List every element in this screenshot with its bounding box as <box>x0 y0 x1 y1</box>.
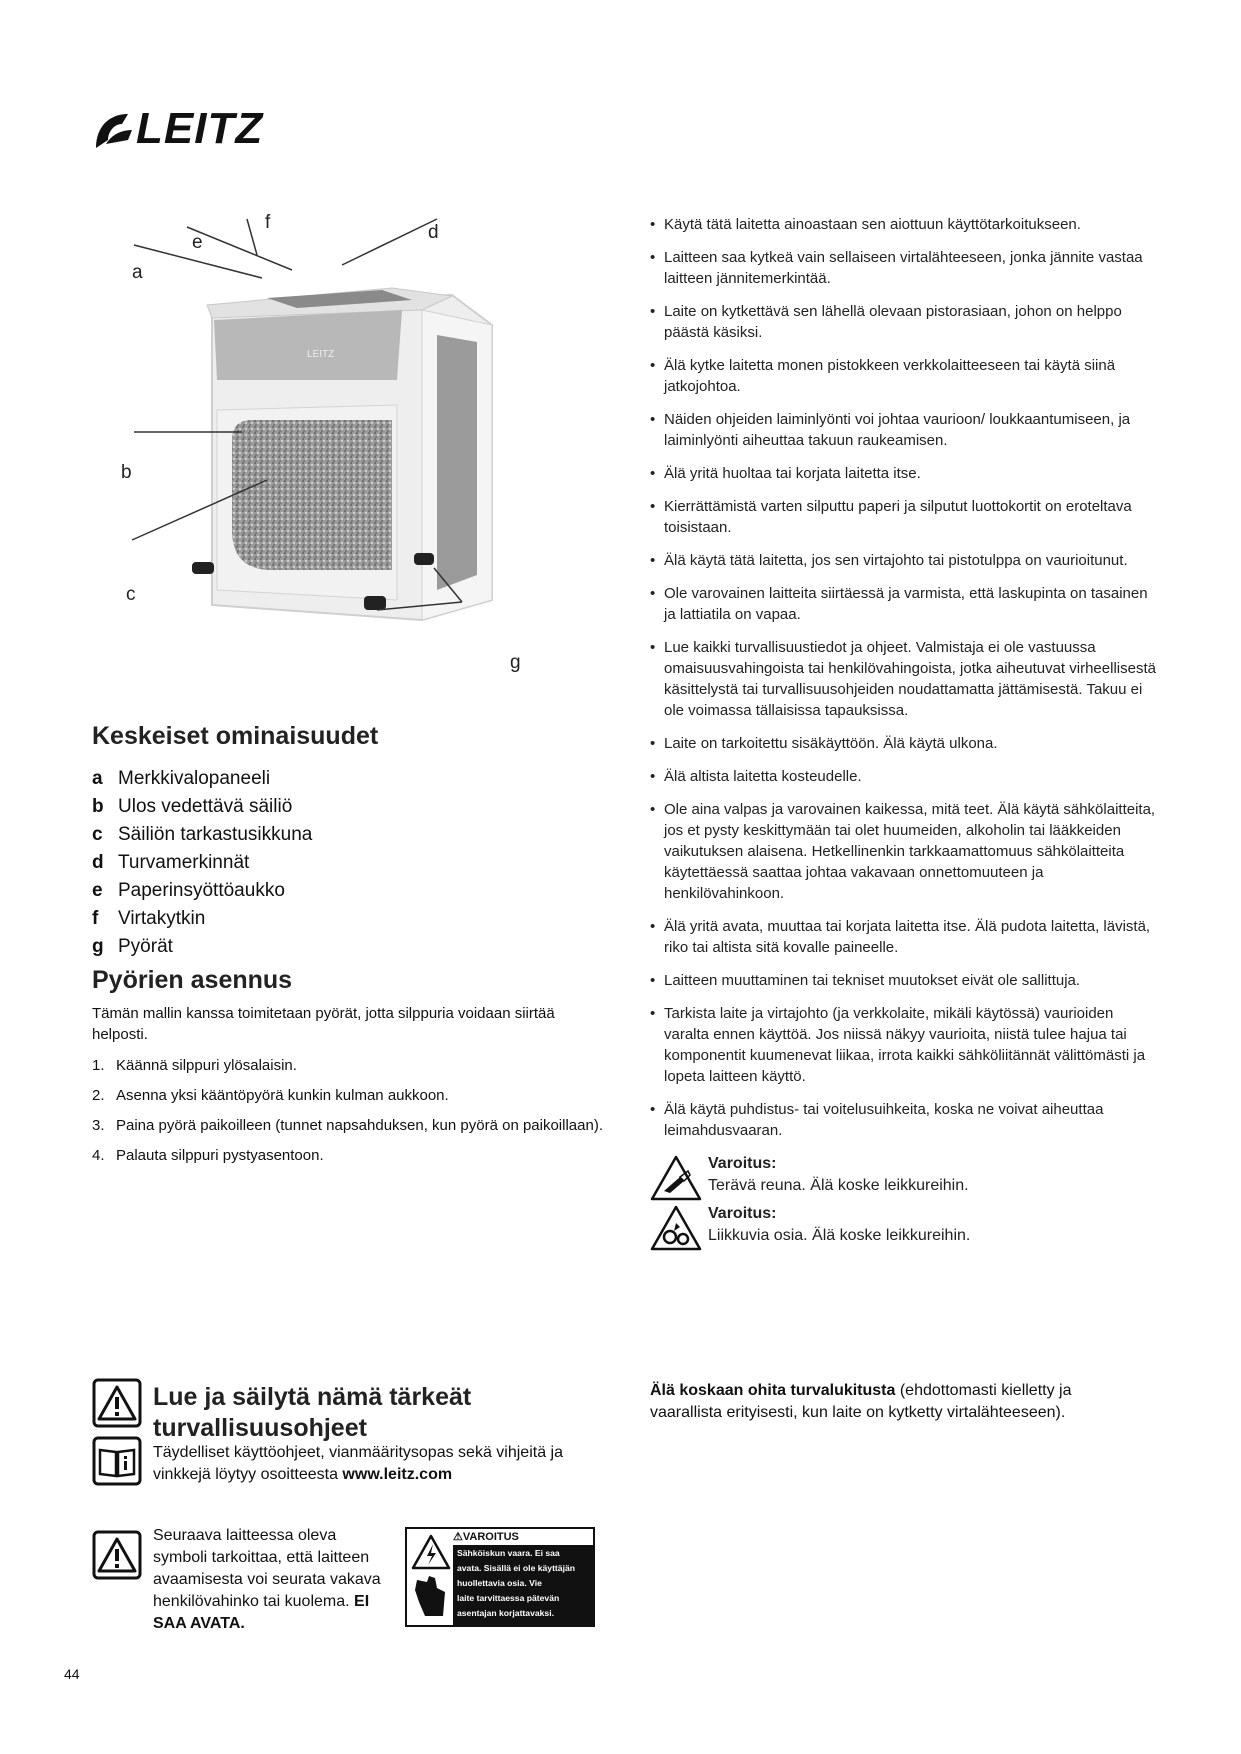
moving-parts-icon <box>650 1203 708 1247</box>
mounting-intro: Tämän mallin kanssa toimitetaan pyörät, jotta silppuria voidaan siirtää helposti. <box>92 1005 555 1043</box>
never-bypass-note <box>650 1380 1130 1424</box>
feature-key: a <box>92 768 103 789</box>
safety-rule-text: Laite on tarkoitettu sisäkäyttöön. Älä käytä ulkona. <box>664 735 998 752</box>
electric-shock-icon <box>409 1532 453 1620</box>
shredder-figure <box>92 210 562 690</box>
label-warning-icon: ⚠ <box>453 1531 463 1543</box>
label-header-text: VAROITUS <box>462 1531 519 1543</box>
manual-info-icon <box>92 1436 142 1486</box>
step-number: 3. <box>92 1117 105 1134</box>
never-bypass-rest: (ehdottomasti kielletty ja vaarallista erityisesti, kun laite on kytketty virtalähteeseen). <box>650 1382 1072 1421</box>
safety-rule <box>650 1099 1160 1141</box>
safety-rule <box>650 733 1160 754</box>
safety-rule <box>650 550 1160 571</box>
safety-rule-text: Älä käytä puhdistus- tai voitelusuihkeita, koska ne voivat aiheuttaa leimahdusvaaran. <box>664 1101 1104 1139</box>
step-text: Paina pyörä paikoilleen (tunnet napsahduksen, kun pyörä on paikoillaan). <box>116 1117 603 1134</box>
safety-rule <box>650 637 1160 721</box>
warning-item <box>650 1153 1160 1197</box>
warning-triangle-icon <box>92 1530 142 1580</box>
safety-rule <box>650 355 1160 397</box>
safety-rule-text: Älä käytä tätä laitetta, jos sen virtajohto tai pistotulppa on vaurioitunut. <box>664 552 1128 569</box>
safety-rule <box>650 1003 1160 1087</box>
bullet-icon: • <box>650 1101 656 1118</box>
safety-rule-text: Kierrättämistä varten silputtu paperi ja silputut luottokortit on eroteltava toisistaan. <box>664 498 1132 536</box>
feature-text: Paperinsyöttöaukko <box>118 880 285 901</box>
step-number: 1. <box>92 1057 105 1074</box>
feature-key: e <box>92 880 103 901</box>
bullet-icon: • <box>650 735 656 752</box>
feature-key: c <box>92 824 103 845</box>
safety-rule-text: Lue kaikki turvallisuustiedot ja ohjeet. Valmistaja ei ole vastuussa omaisuusvahingoista tai henkilövahingoista, jotka aiheutuvat virheellisestä käsittelystä tai turvallisuusohjeiden noudattamatta jättämisestä. Takuu ei ole voimassa tällaisissa tapauksissa. <box>664 639 1156 719</box>
bullet-icon: • <box>650 768 656 785</box>
read-body: Täydelliset käyttöohjeet, vianmääritysopas sekä vihjeitä ja vinkkejä löytyy osoitteesta <box>153 1444 563 1483</box>
device-warning-label <box>405 1527 595 1627</box>
feature-item <box>92 849 592 877</box>
bullet-icon: • <box>650 411 656 428</box>
bullet-icon: • <box>650 249 656 266</box>
callout-c: c <box>126 584 136 605</box>
step-text: Käännä silppuri ylösalaisin. <box>116 1057 297 1074</box>
mounting-title: Pyörien asennus <box>92 966 293 994</box>
feature-text: Ulos vedettävä säiliö <box>118 796 293 817</box>
feature-item <box>92 793 592 821</box>
leitz-url-link[interactable]: www.leitz.com <box>342 1466 453 1483</box>
feature-item <box>92 877 592 905</box>
bullet-icon: • <box>650 801 656 818</box>
feature-text: Turvamerkinnät <box>118 852 250 873</box>
safety-rule-text: Laitteen muuttaminen tai tekniset muutokset eivät ole sallittuja. <box>664 972 1081 989</box>
safety-rule <box>650 799 1160 904</box>
feature-item <box>92 905 592 933</box>
warning-text <box>708 1203 970 1247</box>
feature-text: Virtakytkin <box>118 908 206 929</box>
mounting-step <box>92 1145 612 1166</box>
safety-rule-text: Käytä tätä laitetta ainoastaan sen aiottuun käyttötarkoitukseen. <box>664 216 1081 233</box>
feature-text: Säiliön tarkastusikkuna <box>118 824 313 845</box>
feature-key: b <box>92 796 104 817</box>
bullet-icon: • <box>650 918 656 935</box>
safety-rule-text: Näiden ohjeiden laiminlyönti voi johtaa vaurioon/ loukkaantumiseen, ja laiminlyönti aiheuttaa takuun raukeamisen. <box>664 411 1131 449</box>
label-body <box>453 1546 593 1625</box>
feature-key: d <box>92 852 104 873</box>
svg-text:LEITZ: LEITZ <box>307 349 335 360</box>
warning-triangle-icon <box>92 1378 142 1428</box>
safety-rule <box>650 301 1160 343</box>
safety-rule-text: Tarkista laite ja virtajohto (ja verkkolaite, mikäli käytössä) vaurioiden varalta ennen käyttöä. Jos niissä näkyy vaurioita, niistä tulee hajua tai komponentit kuumenevat liikaa, irrota kaikki sähköliitännät välittömästi ja lopeta laitteen käyttö. <box>664 1005 1146 1085</box>
safety-rule-text: Älä kytke laitetta monen pistokkeen verkkolaitteeseen tai käytä siinä jatkojohtoa. <box>664 357 1116 395</box>
safety-rule <box>650 916 1160 958</box>
warning-title: Varoitus: <box>708 1205 777 1222</box>
bullet-icon: • <box>650 639 656 656</box>
mounting-title-wrap <box>92 966 292 995</box>
warning-body: Terävä reuna. Älä koske leikkureihin. <box>708 1177 969 1194</box>
label-header <box>453 1529 593 1546</box>
safety-rule <box>650 766 1160 787</box>
safety-rule <box>650 583 1160 625</box>
safety-rules-list <box>650 214 1160 1141</box>
label-line: Sähköiskun vaara. Ei saa <box>457 1548 560 1558</box>
page-number: 44 <box>64 1666 80 1682</box>
mounting-section <box>92 1003 612 1175</box>
logo-wordmark: LEITZ <box>136 104 264 153</box>
safety-rule <box>650 409 1160 451</box>
bullet-icon: • <box>650 216 656 233</box>
feature-text: Pyörät <box>118 936 173 957</box>
safety-rule-text: Älä altista laitetta kosteudelle. <box>664 768 862 785</box>
warning-text <box>708 1153 969 1197</box>
safety-rule <box>650 247 1160 289</box>
callout-d: d <box>428 222 439 243</box>
features-title: Keskeiset ominaisuudet <box>92 722 379 750</box>
safety-rule <box>650 463 1160 484</box>
callout-a: a <box>132 262 143 283</box>
symbol-text <box>153 1525 393 1635</box>
warning-triangle-icon-box <box>92 1378 142 1433</box>
feature-text: Merkkivalopaneeli <box>118 768 271 789</box>
safety-rule-text: Laite on kytkettävä sen lähellä olevaan pistorasiaan, johon on helppo päästä käsiksi. <box>664 303 1122 341</box>
safety-rule <box>650 970 1160 991</box>
warning-item <box>650 1203 1160 1247</box>
bullet-icon: • <box>650 1005 656 1022</box>
features-list <box>92 765 592 961</box>
feature-item <box>92 821 592 849</box>
callout-f: f <box>265 212 271 233</box>
mounting-steps <box>92 1055 612 1166</box>
bullet-icon: • <box>650 465 656 482</box>
label-line: huollettavia osia. Vie <box>457 1578 542 1588</box>
safety-rule <box>650 214 1160 235</box>
read-text <box>153 1442 603 1486</box>
warning-triangle-icon-box-2 <box>92 1530 142 1585</box>
label-line: asentajan korjattavaksi. <box>457 1608 554 1618</box>
bullet-icon: • <box>650 585 656 602</box>
bullet-icon: • <box>650 972 656 989</box>
mounting-step <box>92 1055 612 1076</box>
label-line: laite tarvittaessa pätevän <box>457 1593 560 1603</box>
safety-rule-text: Älä yritä huoltaa tai korjata laitetta itse. <box>664 465 921 482</box>
safety-rule-text: Ole varovainen laitteita siirtäessä ja varmista, että laskupinta on tasainen ja lattiatila on vapaa. <box>664 585 1148 623</box>
leitz-logo <box>92 104 292 156</box>
callout-g: g <box>510 652 521 673</box>
symbol-bold: EI SAA AVATA. <box>153 1593 370 1632</box>
safety-rule-text: Ole aina valpas ja varovainen kaikessa, mitä teet. Älä käytä sähkölaitteita, jos et pysty keskittymään tai olet huumeiden, alkoholin tai lääkkeiden vaikutuksen alaisena. Hetkellinenkin tarkkaamattomuus sähkölaitteita käytettäessä saattaa johtaa vakavaan onnettomuuteen ja henkilövahinkoon. <box>664 801 1156 902</box>
warning-body: Liikkuvia osia. Älä koske leikkureihin. <box>708 1227 971 1244</box>
feature-key: f <box>92 908 99 929</box>
mounting-step <box>92 1115 612 1136</box>
bullet-icon: • <box>650 357 656 374</box>
symbol-body: Seuraava laitteessa oleva symboli tarkoittaa, että laitteen avaamisesta voi seurata vakava henkilövahinko tai kuolema. <box>153 1527 381 1610</box>
callout-b: b <box>121 462 132 483</box>
warnings-list <box>650 1153 1160 1247</box>
safety-rules <box>650 214 1160 1253</box>
bullet-icon: • <box>650 303 656 320</box>
safety-rule <box>650 496 1160 538</box>
step-text: Palauta silppuri pystyasentoon. <box>116 1147 324 1164</box>
feature-key: g <box>92 936 104 957</box>
step-text: Asenna yksi kääntöpyörä kunkin kulman aukkoon. <box>116 1087 449 1104</box>
label-line: avata. Sisällä ei ole käyttäjän <box>457 1563 575 1573</box>
feature-item <box>92 933 592 961</box>
step-number: 2. <box>92 1087 105 1104</box>
mounting-step <box>92 1085 612 1106</box>
never-bypass-bold: Älä koskaan ohita turvalukitusta <box>650 1382 896 1399</box>
callout-e: e <box>192 232 203 253</box>
warning-title: Varoitus: <box>708 1155 777 1172</box>
bullet-icon: • <box>650 552 656 569</box>
bullet-icon: • <box>650 498 656 515</box>
safety-rule-text: Laitteen saa kytkeä vain sellaiseen virtalähteeseen, jonka jännite vastaa laitteen jännitemerkintää. <box>664 249 1143 287</box>
shredder-illustration <box>92 210 562 690</box>
sharp-edge-icon <box>650 1153 708 1197</box>
features-section <box>92 722 592 961</box>
safety-rule-text: Älä yritä avata, muuttaa tai korjata laitetta itse. Älä pudota laitetta, lävistä, riko tai altista sitä kovalle paineelle. <box>664 918 1151 956</box>
read-title: Lue ja säilytä nämä tärkeät turvallisuusohjeet <box>153 1383 472 1442</box>
manual-icon-box <box>92 1436 142 1491</box>
feature-item <box>92 765 592 793</box>
step-number: 4. <box>92 1147 105 1164</box>
